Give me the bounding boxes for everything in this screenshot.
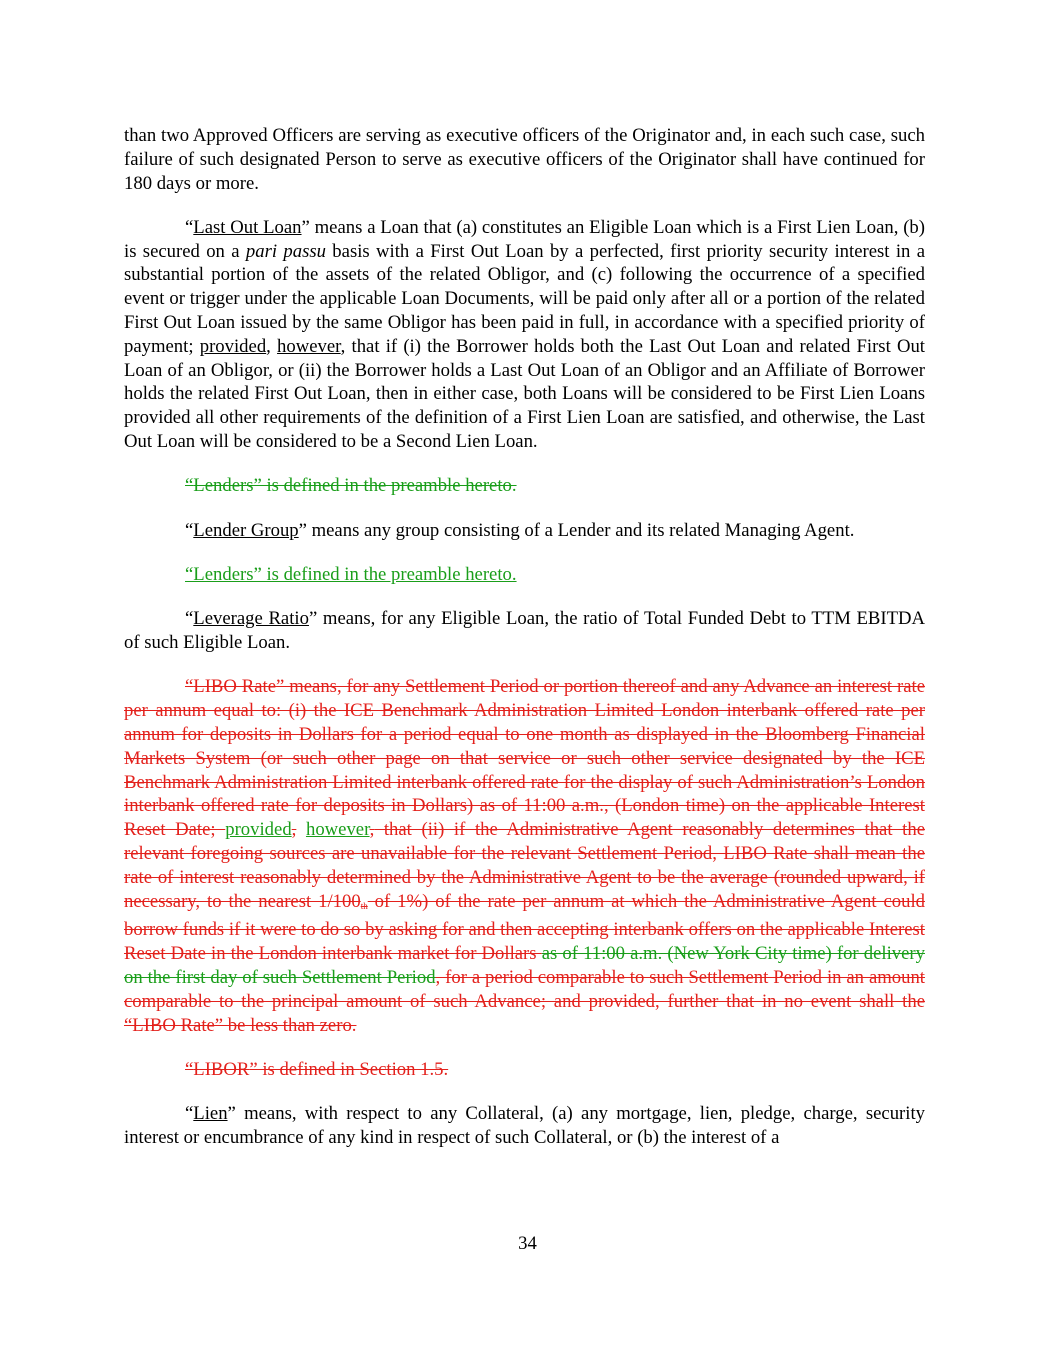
defined-term: Lender Group (193, 519, 299, 541)
deleted-text: ” is defined in the preamble hereto. (253, 475, 517, 497)
inserted-text: “Lenders” is defined in the preamble hereto. (185, 563, 517, 585)
defined-term: Leverage Ratio (193, 608, 309, 630)
deleted-text: . (443, 1058, 449, 1080)
definition-libo-rate-deleted (124, 675, 925, 1037)
inserted-however: however (305, 819, 370, 841)
definition-text: ” means, for any Eligible Loan, the ratio of Total Funded Debt to TTM EBITDA of such Eligible Loan. (124, 608, 925, 654)
definition-text: ” means a Loan that (a) constitutes an Eligible Loan which is a First Lien Loan, (b) is secured on a (124, 216, 925, 262)
inserted-provided: provided (225, 819, 292, 841)
deleted-text: “ (185, 475, 194, 497)
definition-text: basis with a First Out Loan by a perfected, first priority security interest in a substantial portion of the assets of the related Obligor, and (c) following the occurrence of a specified event or trigger under the applicable Loan Documents, will be paid only after all or a portion of the related First Out Loan issued by the same Obligor has been paid in full, in accordance with a specified priority of payment; (124, 240, 925, 357)
deleted-text: , (291, 819, 297, 841)
page-number: 34 (518, 1233, 537, 1254)
definition-lender-group (124, 519, 925, 543)
definition-libor-deleted (124, 1058, 925, 1082)
deleted-text: , for a period comparable to such Settlement Period in an amount comparable to the principal amount of such Advance; and provided, further that in no event shall the “LIBO Rate” be less than zero. (124, 966, 925, 1036)
space (296, 819, 306, 840)
definition-lenders-inserted (124, 563, 925, 587)
deleted-text: of 1%) of the rate per annum at which the Administrative Agent could borrow funds if it were to do so by asking for and then accepting interbank offers on the applicable Interest Reset Date in the London interbank market for Dollars (124, 890, 925, 965)
deleted-text: “ (185, 676, 194, 698)
inserted-then-deleted-text: as of 11:00 a.m. (New York City time) for delivery on the first day of such Settlement Period (124, 943, 925, 988)
definition-text: ” means any group consisting of a Lender and its related Managing Agent. (298, 519, 855, 541)
deleted-section-ref: Section 1.5 (359, 1058, 444, 1080)
paragraph-continuation: than two Approved Officers are serving as executive officers of the Originator and, in each such case, such failure of such designated Person to serve as executive officers of the Originator shall have continued for 180 days or more. (124, 125, 925, 194)
quote-open: “ (185, 519, 194, 541)
underlined-word: provided (199, 335, 267, 357)
deleted-text: “ (185, 1058, 194, 1080)
deleted-term: LIBO Rate (193, 676, 277, 698)
quote-open: “ (185, 608, 194, 630)
deleted-term: Lenders (193, 475, 254, 497)
deleted-text: ” means, for any Settlement Period or portion thereof and any Advance an interest rate per annum equal to: (i) the ICE Benchmark Administration Limited London interbank offered rate per annum for deposits in Dollars for a period equal to one month as displayed in the Bloomberg Financial Markets System (or such other page on that service or such other service designated by the ICE Benchmark Administration Limited interbank offered rate for the display of such Administration’s London interbank offered rate for deposits in Dollars) as of 11:00 a.m., (London time) on the applicable Interest Reset Date; (124, 676, 925, 841)
underlined-word: however (277, 335, 341, 357)
defined-term: Lien (193, 1103, 228, 1125)
deleted-text: that (ii) if the Administrative Agent reasonably determines that the relevant foregoing sources are unavailable for the relevant Settlement Period, LIBO Rate shall mean the rate of interest reasonably determined by the Administrative Agent to be the average (rounded upward, if necessary, to the nearest 1/100 (124, 819, 925, 912)
definition-last-out-loan (124, 216, 925, 454)
definition-lien (124, 1102, 925, 1150)
document-page (124, 124, 925, 1170)
defined-term: Last Out Loan (193, 216, 302, 238)
quote-open: “ (185, 216, 194, 238)
definition-leverage-ratio (124, 607, 925, 655)
definition-text: ” means, with respect to any Collateral, (a) any mortgage, lien, pledge, charge, security interest or encumbrance of any kind in respect of such Collateral, or (b) the interest of a (124, 1103, 925, 1148)
deleted-text: ” is defined in (249, 1058, 360, 1080)
definition-text: , (266, 335, 278, 357)
definition-lenders-deleted (124, 474, 925, 498)
italic-term: pari passu (245, 240, 326, 262)
deleted-superscript: th (360, 900, 368, 911)
definition-text: , that if (i) the Borrower holds both the Last Out Loan and related First Out Loan of an Obligor, or (ii) the Borrower holds a Last Out Loan of an Obligor and an Affiliate of Borrower holds the related First Out Loan, then in either case, both Loans will be considered to be First Lien Loans provided all other requirements of the definition of a First Lien Loan are satisfied, and otherwise, the Last Out Loan will be considered to be a Second Lien Loan. (124, 335, 925, 453)
deleted-term: LIBOR (193, 1058, 250, 1080)
quote-open: “ (185, 1103, 194, 1125)
deleted-text: , (369, 819, 375, 841)
